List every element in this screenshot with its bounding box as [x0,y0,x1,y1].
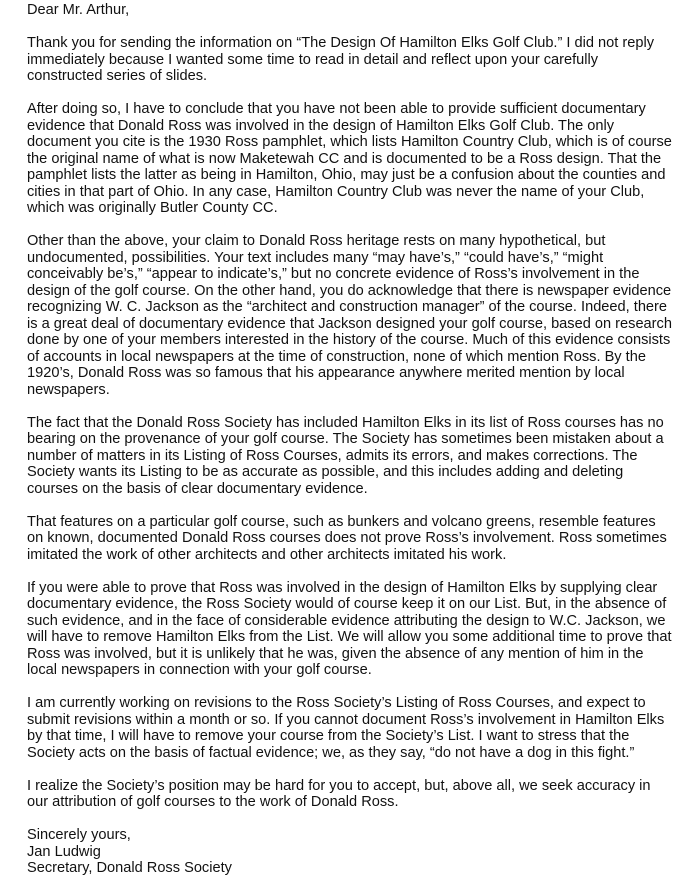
paragraph-intro: Thank you for sending the information on “The Design Of Hamilton Elks Golf Club.” I did not reply immediately because I wanted some time to read in detail and reflect upon your carefully constructed series of slides. [27,35,655,84]
signer-title: Secretary, Donald Ross Society [27,860,232,876]
paragraph-proof: If you were able to prove that Ross was involved in the design of Hamilton Elks by supplying clear documentary evidence, the Ross Society would of course keep it on our List. But, in the absence of such evidence, and in the face of considerable evidence attributing the design to W.C. Jackson, we will have to remove Hamilton Elks from the List. We will allow you some additional time to prove that Ross was involved, but it is unlikely that he was, given the absence of any mention of him in the local newspapers in connection with your golf course. [27,579,672,678]
closing-line: Sincerely yours, [27,827,131,843]
signer-name: Jan Ludwig [27,843,101,860]
paragraph-revisions: I am currently working on revisions to the Ross Society’s Listing of Ross Courses, and expect to submit revisions within a month or so. If you cannot document Ross’s involvement in Hamilton Elks by that time, I will have to remove your course from the Society’s List. I want to stress that the Society acts on the basis of factual evidence; we, as they say, “do not have a dog in this fight.” [27,695,665,761]
signature-block [27,827,673,877]
paragraph-conclusion: After doing so, I have to conclude that you have not been able to provide sufficient documentary evidence that Donald Ross was involved in the design of Hamilton Elks Golf Club. The only document you cite is the 1930 Ross pamphlet, which lists Hamilton Country Club, which is of course the original name of what is now Maketewah CC and is documented to be a Ross design. That the pamphlet lists the latter as being in Hamilton, Ohio, may just be a confusion about the counties and cities in that part of Ohio. In any case, Hamilton Country Club was never the name of your Club, which was originally Butler County CC. [27,101,672,216]
paragraph-features: That features on a particular golf course, such as bunkers and volcano greens, resemble features on known, documented Donald Ross courses does not prove Ross’s involvement. Ross sometimes imitated the work of other architects and other architects imitated his work. [27,513,667,563]
letter-body [27,2,673,877]
salutation: Dear Mr. Arthur, [27,2,130,18]
paragraph-society-listing: The fact that the Donald Ross Society has included Hamilton Elks in its list of Ross courses has no bearing on the provenance of your golf course. The Society has sometimes been mistaken about a number of matters in its Listing of Ross Courses, admits its errors, and makes corrections. The Society wants its Listing to be as accurate as possible, and this includes adding and deleting courses on the basis of clear documentary evidence. [27,414,664,497]
paragraph-evidence: Other than the above, your claim to Donald Ross heritage rests on many hypothetical, but undocumented, possibilities. Your text includes many “may have’s,” “could have’s,” “might conceivably be’s,” “appear to indicate’s,” but no concrete evidence of Ross’s involvement in the design of the golf course. On the other hand, you do acknowledge that there is newspaper evidence recognizing W. C. Jackson as the “architect and construction manager” of the course. Indeed, there is a great deal of documentary evidence that Jackson designed your golf course, based on research done by one of your members interested in the history of the course. Much of this evidence consists of accounts in local newspapers at the time of construction, none of which mention Ross. By the 1920’s, Donald Ross was so famous that his appearance anywhere merited mention by local newspapers. [27,233,672,398]
paragraph-accuracy: I realize the Society’s position may be hard for you to accept, but, above all, we seek accuracy in our attribution of golf courses to the work of Donald Ross. [27,777,651,810]
